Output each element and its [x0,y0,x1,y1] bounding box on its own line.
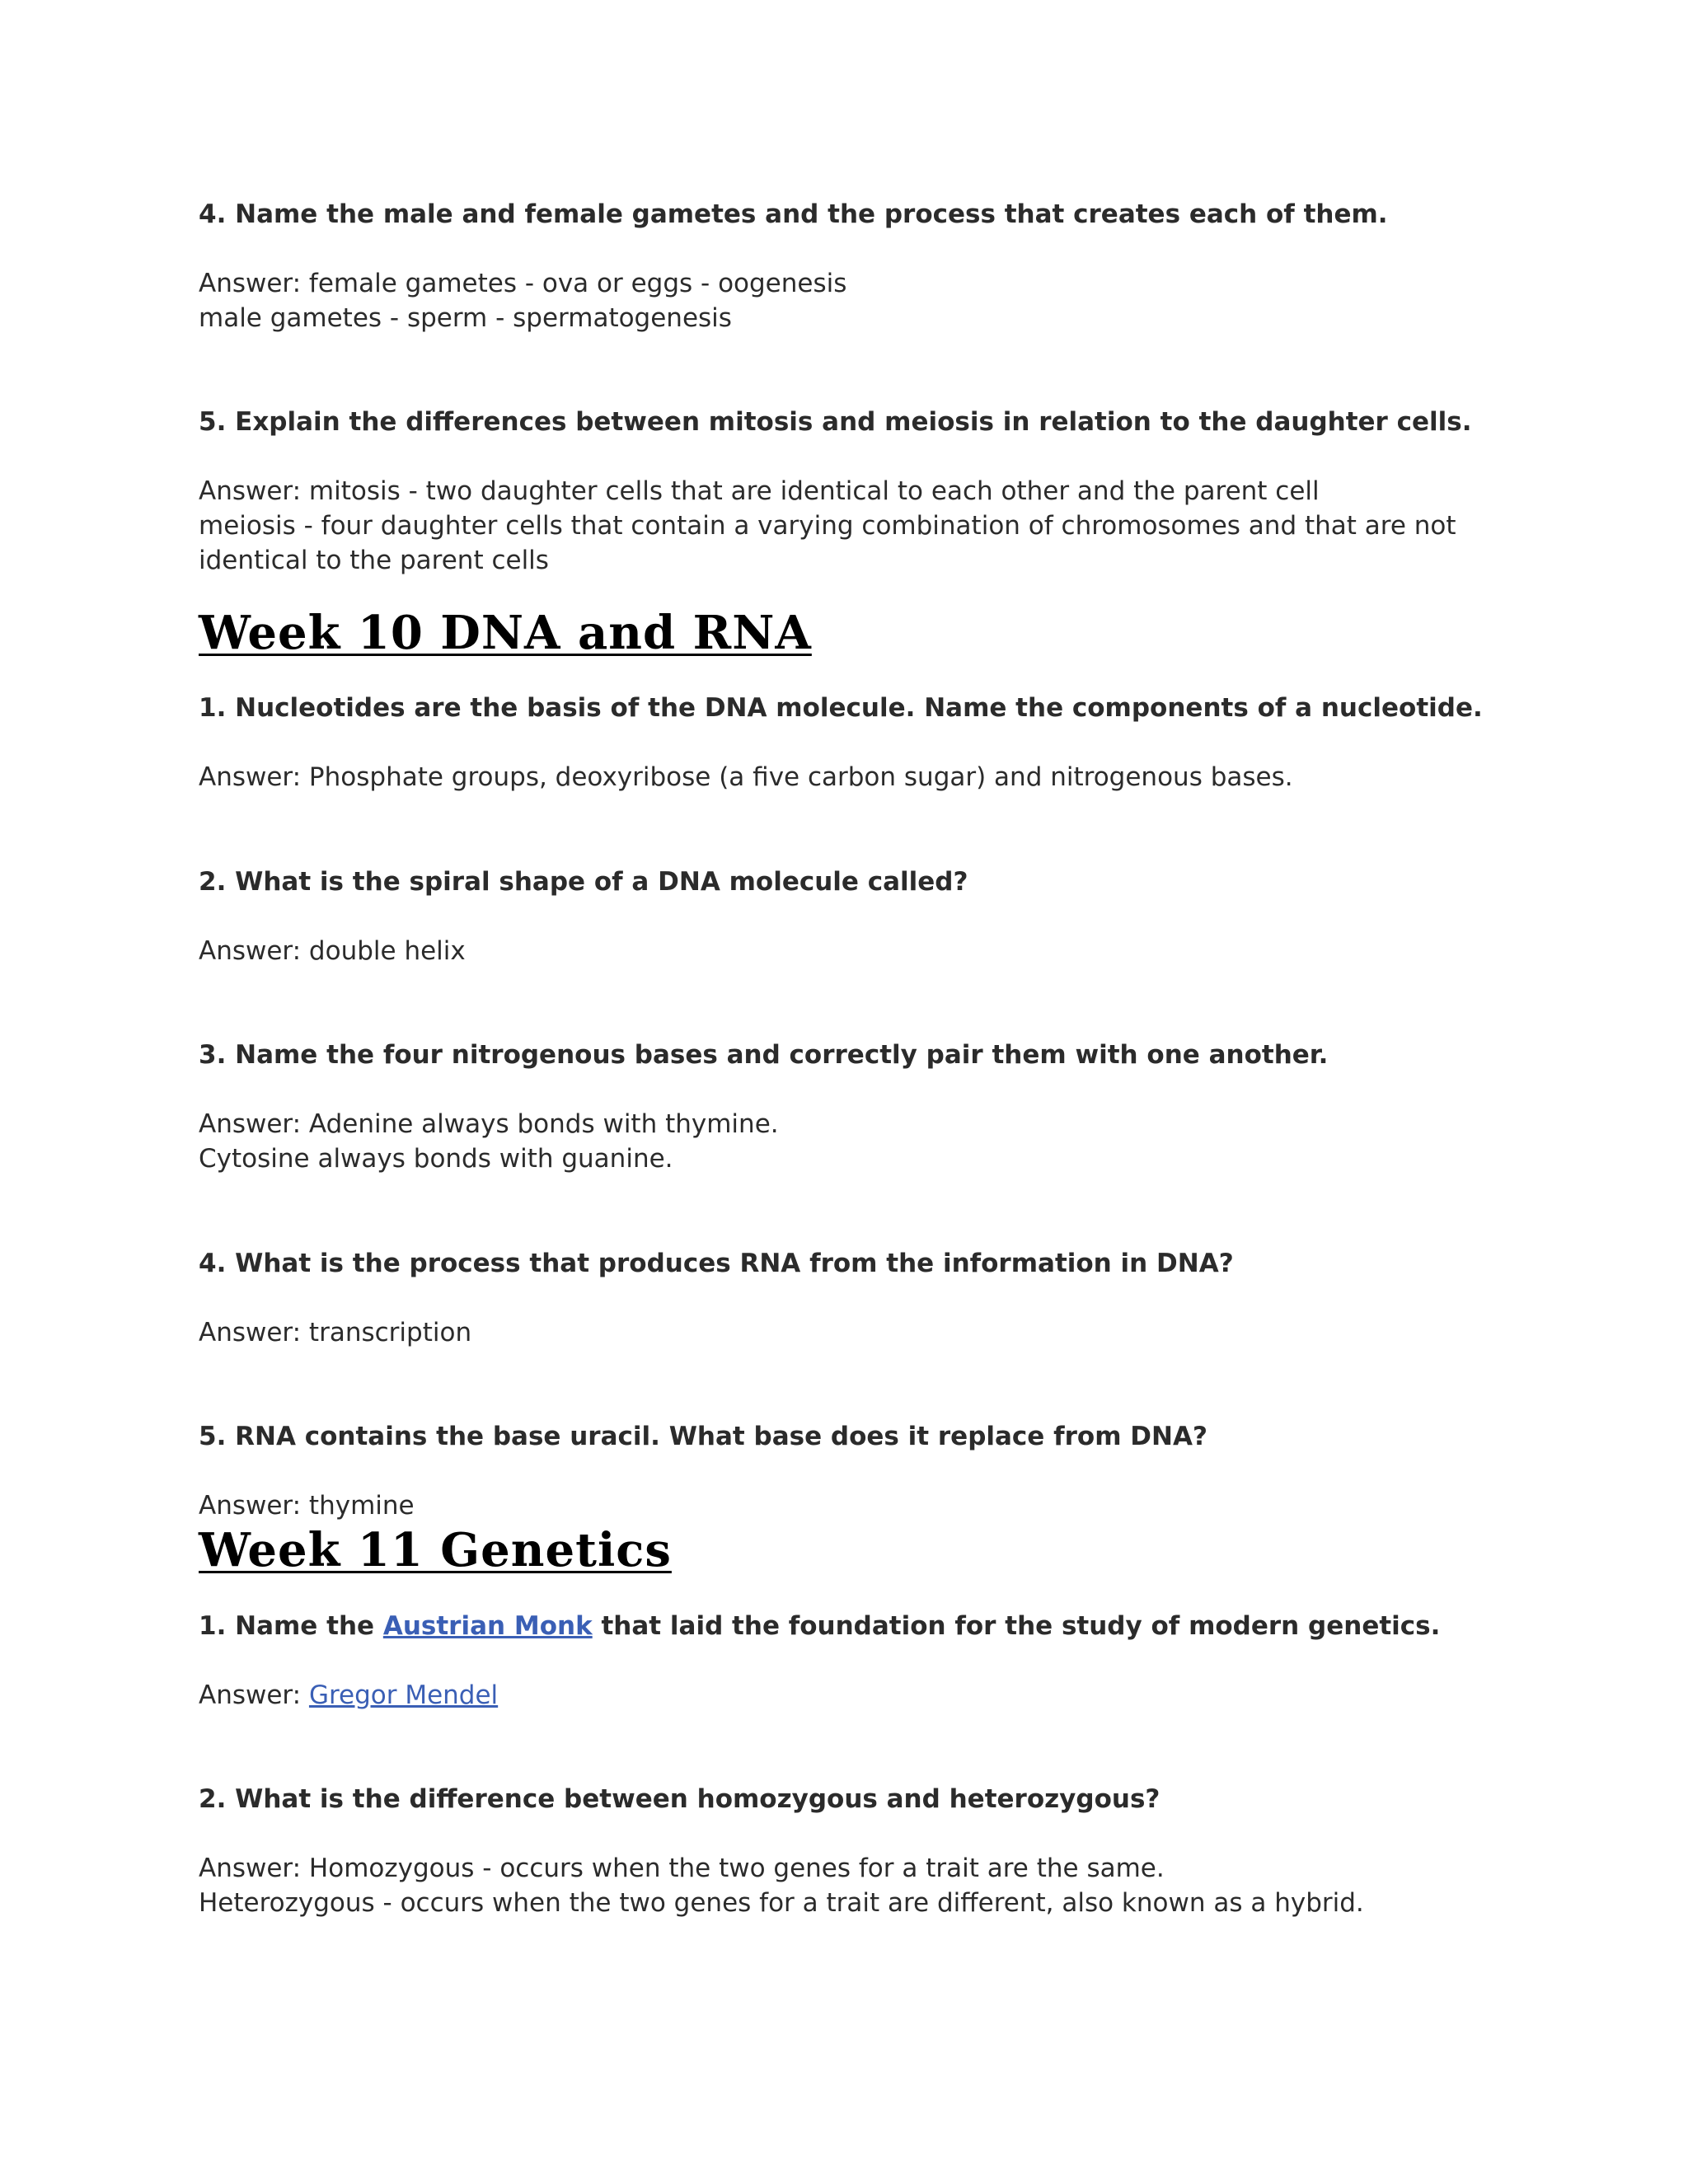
week11-answer-1-prefix: Answer: [199,1680,309,1710]
question-4-gametes: 4. Name the male and female gametes and the process that creates each of them. [199,199,1388,229]
week11-answer-1 [199,1678,498,1713]
week10-question-4: 4. What is the process that produces RNA from the information in DNA? [199,1249,1234,1278]
week11-answer-2-line-2: Heterozygous - occurs when the two genes for a trait are different, also known as a hybrid. [199,1888,1364,1918]
question-5-mitosis-meiosis: 5. Explain the differences between mitosis and meiosis in relation to the daughter cells. [199,407,1472,437]
week10-answer-1: Answer: Phosphate groups, deoxyribose (a five carbon sugar) and nitrogenous bases. [199,762,1293,792]
week10-answer-5: Answer: thymine [199,1491,415,1521]
gregor-mendel-link[interactable]: Gregor Mendel [308,1680,499,1710]
answer-5-line-3: identical to the parent cells [199,546,549,575]
answer-4-line-2: male gametes - sperm - spermatogenesis [199,303,732,333]
week11-question-1 [199,1609,1440,1643]
week10-answer-3-line-2: Cytosine always bonds with guanine. [199,1144,673,1174]
week10-answer-3-line-1: Answer: Adenine always bonds with thymine. [199,1109,779,1139]
week11-question-2: 2. What is the difference between homozygous and heterozygous? [199,1784,1160,1814]
week11-question-1-prefix: 1. Name the [199,1611,383,1641]
week10-answer-2: Answer: double helix [199,936,466,966]
week-10-heading: Week 10 DNA and RNA [199,606,812,660]
austrian-monk-link[interactable]: Austrian Monk [382,1611,593,1641]
answer-5-line-2: meiosis - four daughter cells that contain a varying combination of chromosomes and that are not [199,511,1456,541]
answer-5-line-1: Answer: mitosis - two daughter cells that are identical to each other and the parent cell [199,476,1320,506]
week-11-heading: Week 11 Genetics [199,1523,672,1577]
week10-question-3: 3. Name the four nitrogenous bases and correctly pair them with one another. [199,1040,1329,1070]
week10-question-2: 2. What is the spiral shape of a DNA molecule called? [199,867,968,897]
answer-4-line-1: Answer: female gametes - ova or eggs - oogenesis [199,269,847,298]
week11-question-1-suffix: that laid the foundation for the study of modern genetics. [592,1611,1441,1641]
week10-question-5: 5. RNA contains the base uracil. What base does it replace from DNA? [199,1422,1207,1451]
week11-answer-2-line-1: Answer: Homozygous - occurs when the two genes for a trait are the same. [199,1854,1165,1883]
week10-answer-4: Answer: transcription [199,1318,472,1347]
week10-question-1: 1. Nucleotides are the basis of the DNA molecule. Name the components of a nucleotide. [199,693,1483,723]
